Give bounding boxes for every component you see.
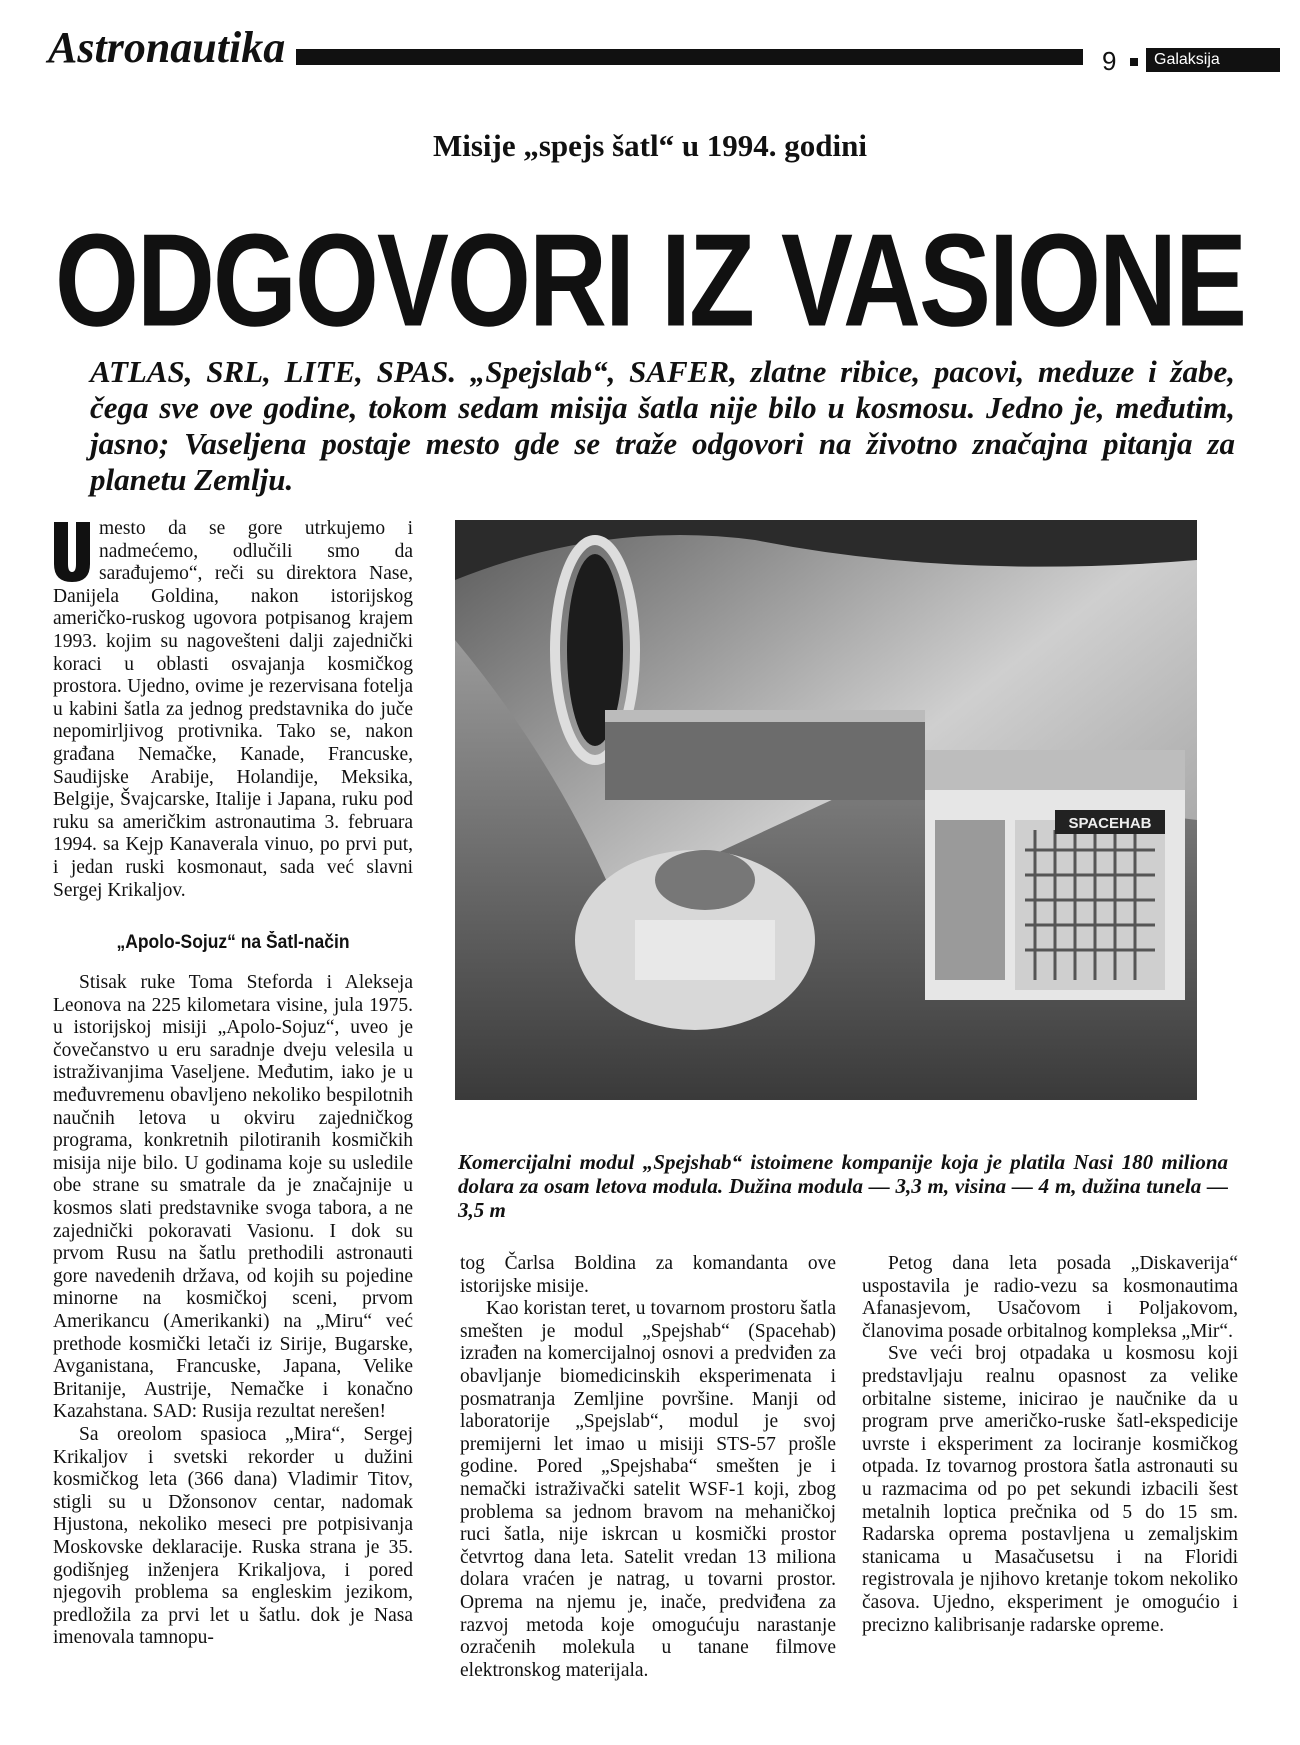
article-headline: ODGOVORI IZ VASIONE [54, 205, 1246, 354]
section-subheading: „Apolo-Sojuz“ na Šatl-način [116, 932, 350, 954]
section-title: Astronautika [48, 23, 286, 72]
spacehab-label: SPACEHAB [1068, 815, 1152, 832]
paragraph: Stisak ruke Toma Steforda i Alekseja Leonova na 225 kilometara visine, jula 1975. u istorijskoj misiji „Apolo-Sojuz“, uveo je čovečanstvo u eru saradnje dveju velesila u istraživanjima Vaseljene. Međutim, iako je u međuvremenu obavljeno nekoliko bespilotnih naučnih letova u okviru zajedničkog programa, konkretnih pilotiranih kosmičkih misija nije bilo. U godinama koje su usledile obe strane su smatrale da je značajnije u kosmos slati predstavnike svoga tabora, a ne zajednički pokoravati Vasionu. I dok su prvom Rusu na šatlu prethodili astronauti gore navedenih država, od kojih su pojedine minorne na kosmičkoj sceni, prvom Amerikancu (Amerikanki) na „Miru“ već prethode kosmički letači iz Sirije, Bugarske, Avganistana, Francuske, Japana, Velike Britanije, Austrije, Nemačke i konačno Kazahstana. SAD: Rusija rezultat nerešen! [53, 972, 413, 1423]
article-kicker: Misije „spejs šatl“ u 1994. godini [432, 128, 868, 163]
page-header [48, 22, 1234, 78]
paragraph: Sve veći broj otpadaka u kosmosu koji predstavljaju realnu opasnost za velike orbitalne sisteme, inicirao je naučnike da u program prve američko-ruske šatl-ekspedicije uvrste i eksperiment za lociranje kosmičkog otpada. Iz tovarnog prostora šatla astronauti su u razmacima od po pet sekundi izbacili šest metalnih loptica prečnika od 5 do 15 sm. Radarska oprema postavljena u zemaljskim stanicama u Masačusetsu i na Floridi registrovala je njihovo kretanje tokom nekoliko časova. Ujedno, eksperiment je omogućio i precizno kalibrisanje radarske opreme. [862, 1343, 1238, 1636]
text-column-2 [460, 1253, 836, 1682]
paragraph: tog Čarlsa Boldina za komandanta ove istorijske misije. [460, 1253, 836, 1297]
spacehab-photo [455, 520, 1197, 1100]
article-lead: ATLAS, SRL, LITE, SPAS. „Spejslab“, SAFER, zlatne ribice, pacovi, meduze i žabe, čega sve ove godine, tokom sedam misija šatla nije bilo u kosmosu. Jedno je, međutim, jasno; Vaseljena postaje mesto gde se traže odgovori na životno značajna pitanja za planetu Zemlju. [90, 354, 1235, 497]
header-rule [296, 49, 1083, 65]
paragraph: mesto da se gore utrkujemo i nadmećemo, odlučili smo da sarađujemo“, reči su direktora Nase, Danijela Goldina, nakon istorijskog američko-ruskog ugovora potpisanog krajem 1993. kojim su nagovešteni dalji zajednički koraci u oblasti osvajanja kosmičkog prostora. Ujedno, ovime je rezervisana fotelja u kabini šatla za jednog predstavnika do juče nepomirljivog protivnika. Tako se, nakon građana Nemačke, Kanade, Francuske, Saudijske Arabije, Holandije, Meksika, Belgije, Švajcarske, Italije i Japana, ruku pod ruku sa američkim astronautima 3. februara 1994. sa Kejp Kanaverala vinuo, po prvi put, i jedan ruski kosmonaut, sada već slavni Sergej Krikaljov. [53, 518, 413, 901]
text-column-1 [53, 518, 413, 1650]
paragraph: Petog dana leta posada „Diskaverija“ uspostavila je radio-vezu sa kosmonautima Afanasjevom, Usačovom i Poljakovom, članovima posade orbitalnog kompleksa „Mir“. [862, 1253, 1238, 1342]
drop-cap-u-icon [53, 522, 91, 582]
paragraph: Sa oreolom spasioca „Mira“, Sergej Krikaljov i svetski rekorder u dužini kosmičkog leta (366 dana) Vladimir Titov, stigli su u Džonsonov centar, nadomak Hjustona, nekoliko meseci pre potpisivanja Moskovske deklaracije. Ruska strana je 35. godišnjeg inženjera Krikaljova, i pored njegovih problema sa engleskim jezikom, predložila za prvi let u šatlu. dok je Nasa imenovala tamnopu- [53, 1423, 413, 1649]
text-column-3 [862, 1253, 1238, 1637]
page-number: 9 [1102, 46, 1117, 76]
header-bullet [1130, 58, 1138, 66]
magazine-name: Galaksija [1146, 48, 1280, 72]
shuttle-cargo-bay-illustration [455, 520, 1197, 1100]
paragraph: Kao koristan teret, u tovarnom prostoru šatla smešten je modul „Spejshab“ (Spacehab) izrađen na komercijalnoj osnovi a predviđen za obavljanje biomedicinskih eksperimenata i posmatranja Zemljine površine. Manji od laboratorije „Spejslab“, modul je svoj premijerni let imao u misiji STS-57 prošle godine. Pored „Spejshaba“ smešten je i nemački istraživački satelit WSF-1 koji, zbog problema sa jednom bravom na mehaničkoj ruci šatla, nije iskrcan u kosmički prostor četvrtog dana leta. Satelit vredan 13 miliona dolara vraćen je natrag, u tovarni prostor. Oprema na njemu je, inače, predviđena za razvoj metoda koje omogućuju narastanje ozračenih molekula u tanane filmove elektronskog materijala. [460, 1298, 836, 1681]
photo-caption: Komercijalni modul „Spejshab“ istoimene kompanije koja je platila Nasi 180 miliona dolara za osam letova modula. Dužina modula — 3,3 m, visina — 4 m, dužina tunela — 3,5 m [458, 1150, 1228, 1222]
